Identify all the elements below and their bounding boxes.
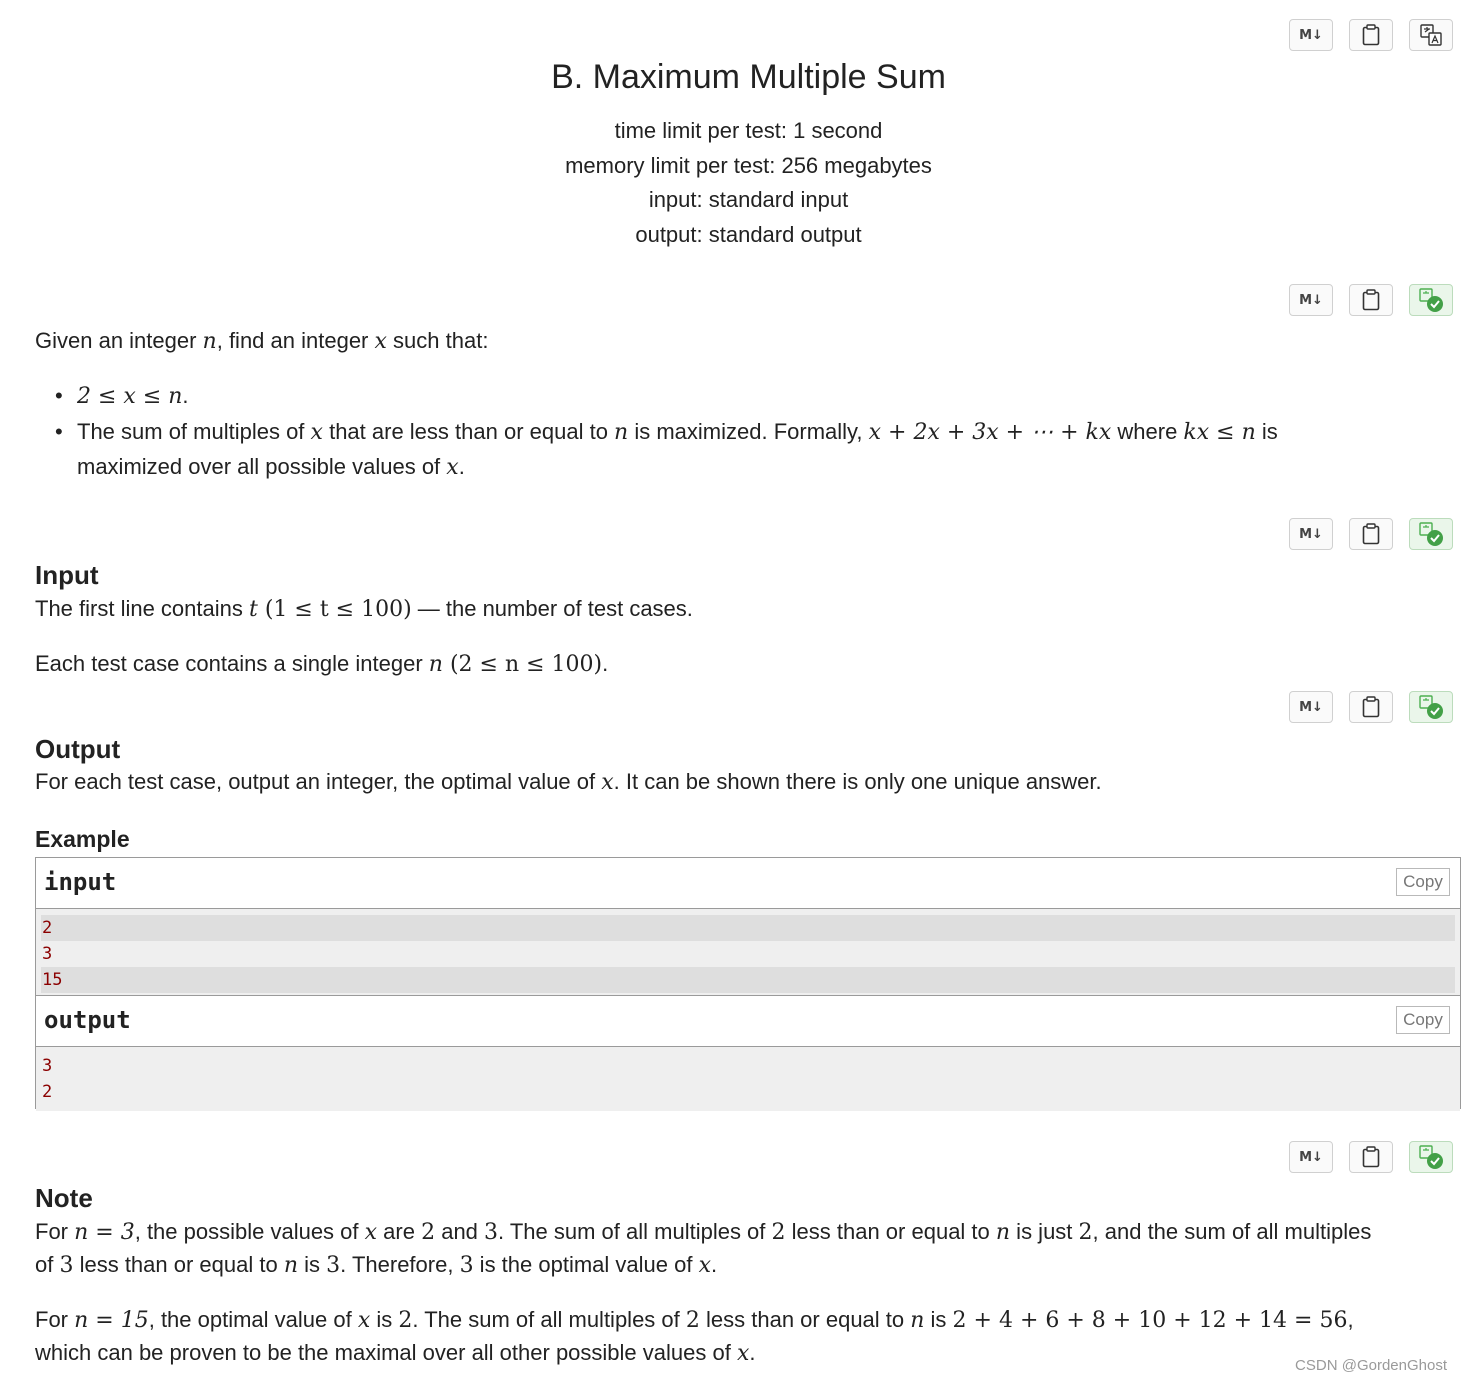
list-item: • 2 ≤ x ≤ n. <box>77 383 189 409</box>
clipboard-icon <box>1362 289 1380 311</box>
clipboard-icon <box>1362 523 1380 545</box>
output-spec: output: standard output <box>635 222 862 247</box>
output-line: 2 <box>42 1082 53 1102</box>
output-heading: Output <box>35 734 121 764</box>
example-heading: Example <box>35 826 130 852</box>
example-output-box <box>35 995 1461 1109</box>
example-input-title: input <box>44 868 117 896</box>
copy-clipboard-button[interactable] <box>1349 691 1393 723</box>
translated-button[interactable] <box>1409 691 1453 723</box>
copy-output-button[interactable]: Copy <box>1396 1006 1450 1034</box>
time-limit: time limit per test: 1 second <box>614 118 883 143</box>
markdown-button[interactable] <box>1289 284 1333 316</box>
list-item: • The sum of multiples of x that are less than or equal to n is maximized. Formally, x + 2x + 3x + ⋯ + kx where kx ≤ n is <box>77 419 1278 445</box>
note-toolbar <box>1289 1141 1453 1173</box>
example-input-header <box>36 858 1460 909</box>
watermark: CSDN @GordenGhost <box>1295 1357 1447 1374</box>
memory-limit: memory limit per test: 256 megabytes <box>565 153 932 178</box>
output-toolbar <box>1289 691 1453 723</box>
input-line-2: Each test case contains a single integer n (2 ≤ n ≤ 100). <box>35 651 609 677</box>
output-line: 3 <box>42 1056 53 1076</box>
markdown-button[interactable] <box>1289 691 1333 723</box>
input-line-1: The first line contains t (1 ≤ t ≤ 100) — the number of test cases. <box>35 596 693 622</box>
translate-icon <box>1419 23 1443 47</box>
input-line: 15 <box>41 967 1455 993</box>
markdown-button[interactable] <box>1289 518 1333 550</box>
note-p1-line2: of 3 less than or equal to n is 3. Therefore, 3 is the optimal value of x. <box>35 1252 718 1278</box>
list-item-continuation: maximized over all possible values of x. <box>77 454 465 480</box>
statement-intro: Given an integer n, find an integer x such that: <box>35 328 489 354</box>
clipboard-icon <box>1362 1146 1380 1168</box>
markdown-icon: M↓ <box>1299 1149 1323 1165</box>
clipboard-icon <box>1362 696 1380 718</box>
markdown-icon: M↓ <box>1299 292 1323 308</box>
statement-toolbar <box>1289 284 1453 316</box>
input-line: 2 <box>41 915 1455 941</box>
translated-check-icon <box>1418 521 1444 547</box>
markdown-button[interactable] <box>1289 19 1333 51</box>
markdown-icon: M↓ <box>1299 27 1323 43</box>
input-heading: Input <box>35 560 99 590</box>
example-input-body <box>36 909 1460 999</box>
output-line-1: For each test case, output an integer, the optimal value of x. It can be shown there is only one unique answer. <box>35 769 1102 795</box>
header-toolbar <box>1289 19 1453 51</box>
translated-check-icon <box>1418 287 1444 313</box>
clipboard-icon <box>1362 24 1380 46</box>
markdown-icon: M↓ <box>1299 526 1323 542</box>
example-input-box <box>35 857 1461 1000</box>
translated-button[interactable] <box>1409 518 1453 550</box>
input-toolbar <box>1289 518 1453 550</box>
note-heading: Note <box>35 1183 93 1213</box>
translated-button[interactable] <box>1409 1141 1453 1173</box>
example-output-header <box>36 996 1460 1047</box>
problem-title: B. Maximum Multiple Sum <box>551 58 946 96</box>
translated-check-icon <box>1418 694 1444 720</box>
translate-button[interactable] <box>1409 19 1453 51</box>
copy-clipboard-button[interactable] <box>1349 284 1393 316</box>
note-p1-line1: For n = 3, the possible values of x are 2 and 3. The sum of all multiples of 2 less than or equal to n is just 2, and the sum of all multiples <box>35 1219 1372 1245</box>
input-line: 3 <box>42 944 53 964</box>
translated-check-icon <box>1418 1144 1444 1170</box>
copy-input-button[interactable]: Copy <box>1396 868 1450 896</box>
markdown-button[interactable] <box>1289 1141 1333 1173</box>
translated-button[interactable] <box>1409 284 1453 316</box>
example-output-title: output <box>44 1006 131 1034</box>
note-p2-line2: which can be proven to be the maximal over all other possible values of x. <box>35 1340 756 1366</box>
copy-clipboard-button[interactable] <box>1349 1141 1393 1173</box>
copy-clipboard-button[interactable] <box>1349 19 1393 51</box>
input-spec: input: standard input <box>648 187 849 212</box>
note-p2-line1: For n = 15, the optimal value of x is 2. The sum of all multiples of 2 less than or equal to n is 2 + 4 + 6 + 8 + 10 + 12 + 14 = 56, <box>35 1307 1354 1333</box>
copy-clipboard-button[interactable] <box>1349 518 1393 550</box>
example-output-body <box>36 1047 1460 1111</box>
markdown-icon: M↓ <box>1299 699 1323 715</box>
